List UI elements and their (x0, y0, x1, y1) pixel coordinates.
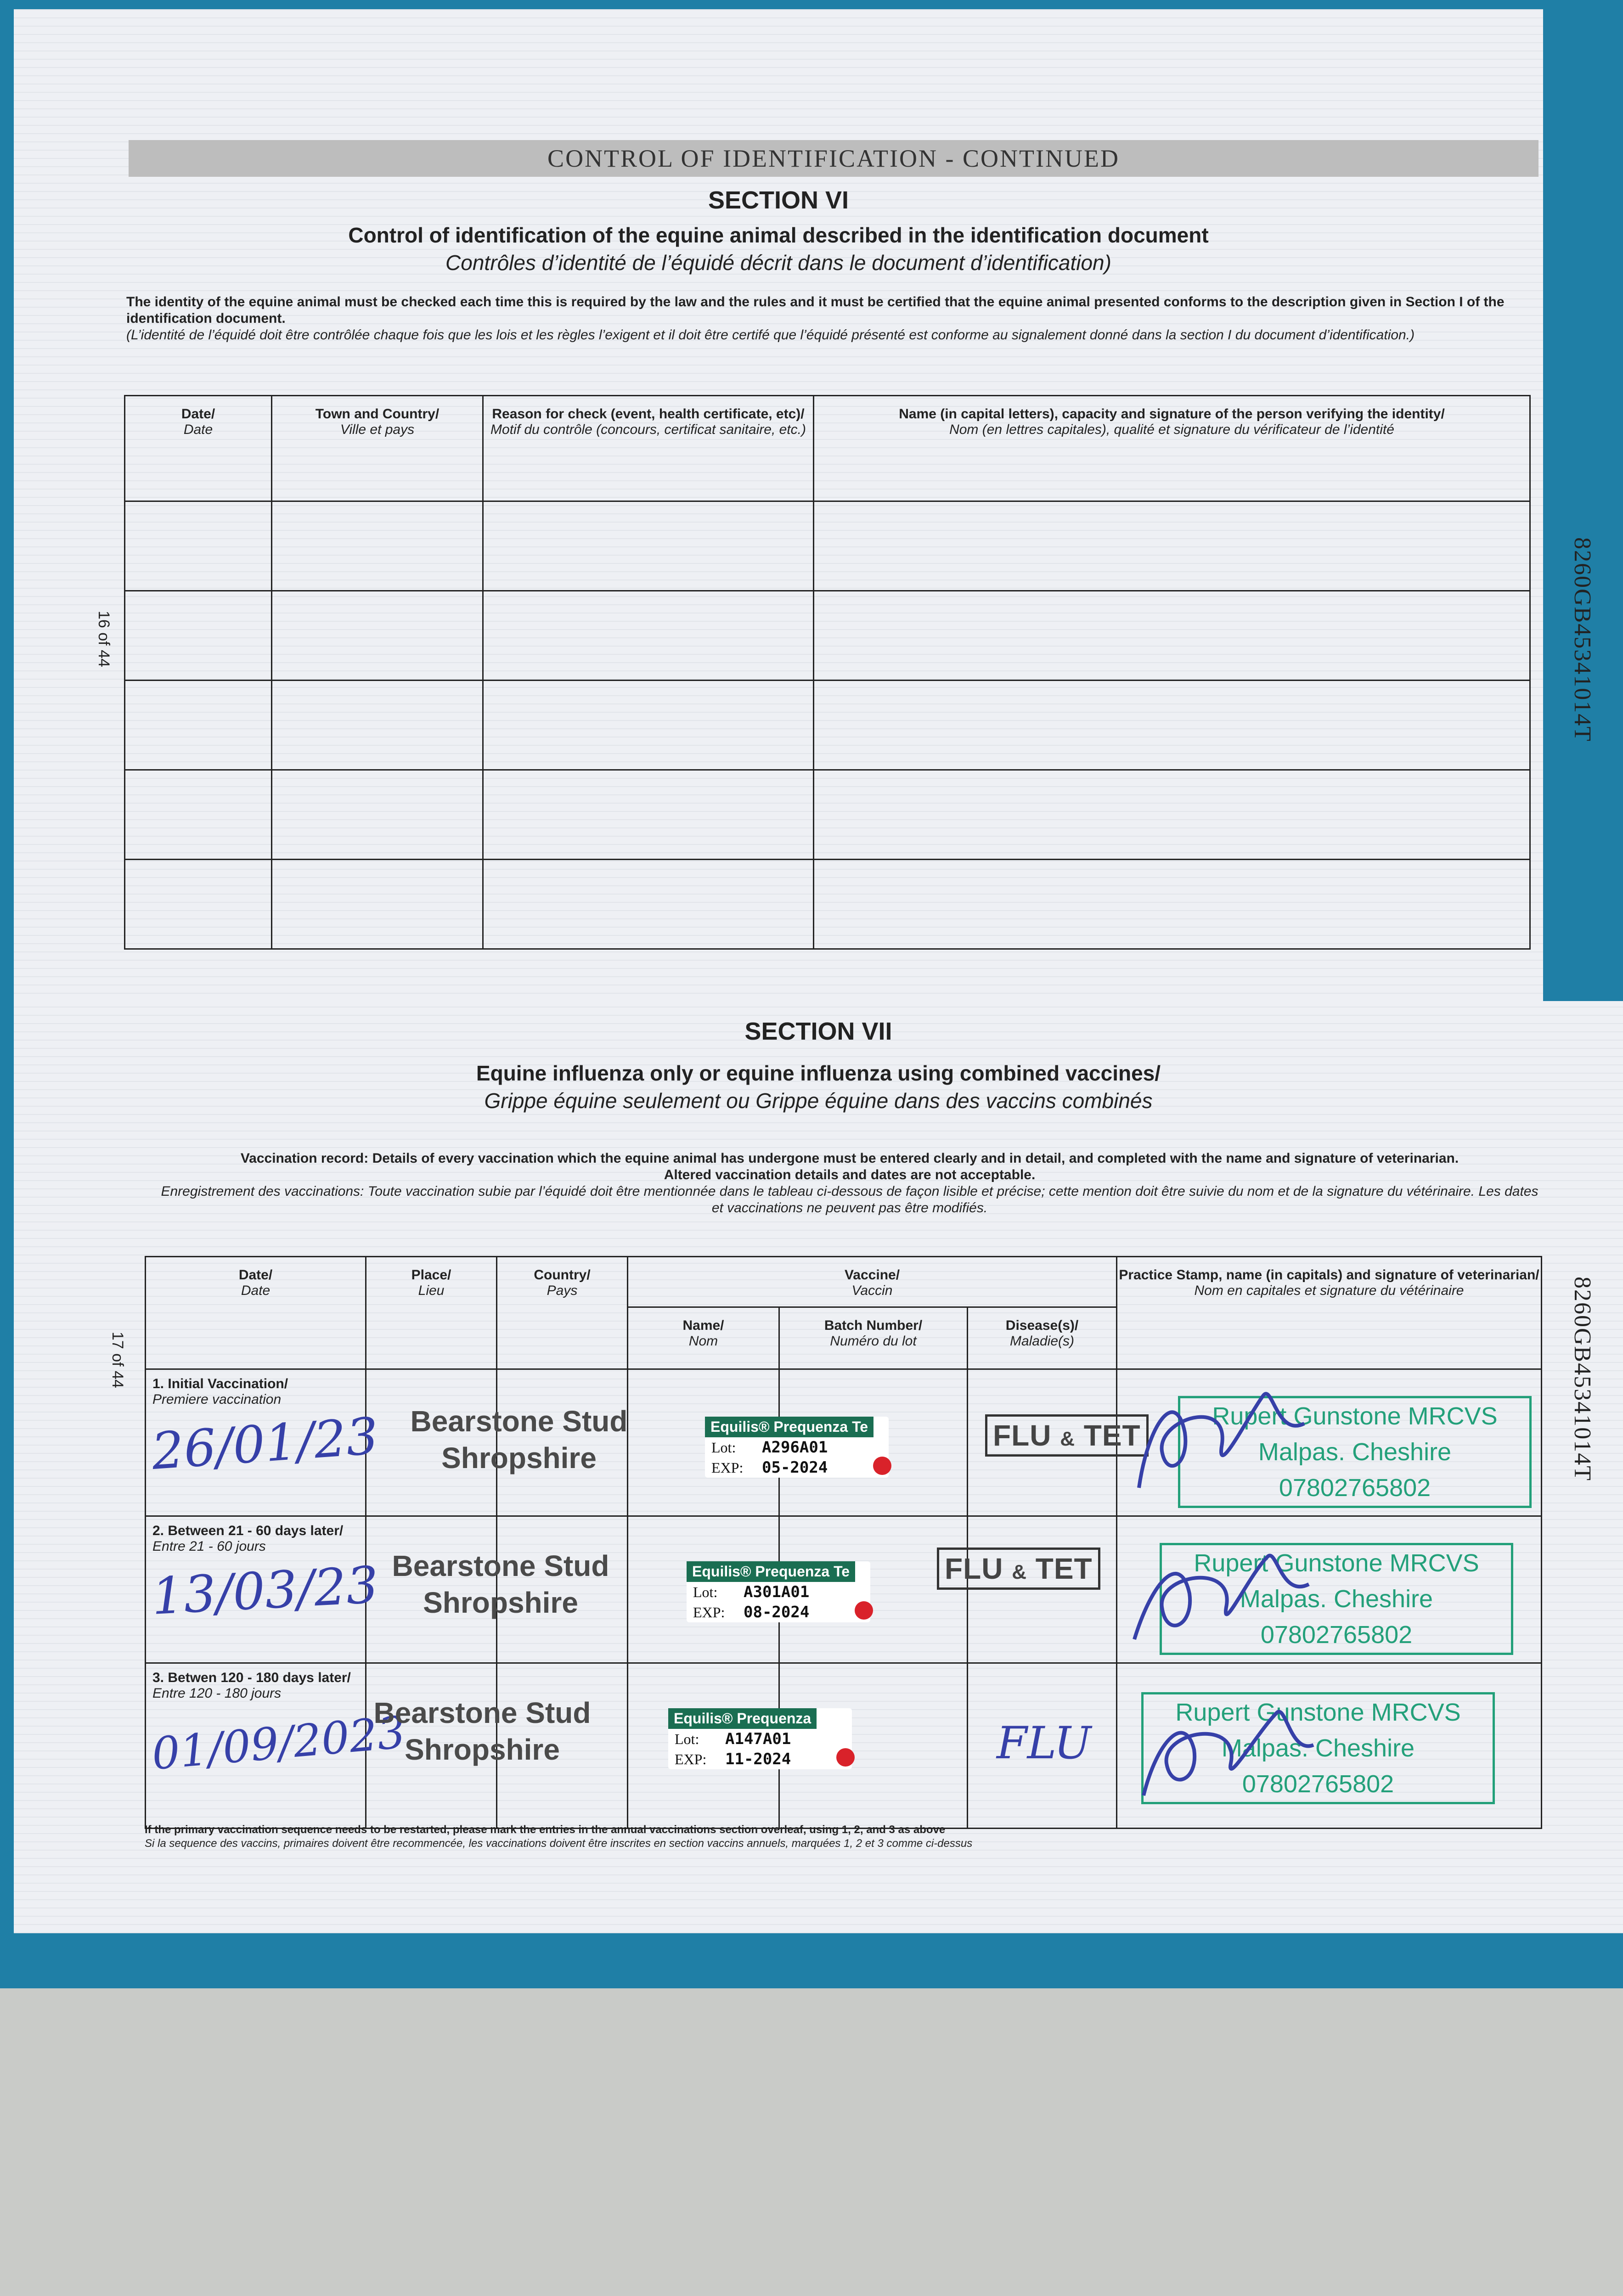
cell-date[interactable] (125, 860, 272, 949)
intro-french: Enregistrement des vaccinations: Toute vaccination subie par l’équidé doit être mentionnée dans le tableau ci-dessous de façon lisible et précise; cette mention doit être suivie du nom et de la signature du vétérinaire. Les dates et vaccinations ne peuvent pas être modifiés. (161, 1184, 1538, 1216)
table-row (125, 681, 1530, 770)
intro-english-2: Altered vaccination details and dates are not acceptable. (664, 1167, 1036, 1182)
page-number-right: 17 of 44 (109, 1332, 126, 1388)
lot-number: A296A01 (762, 1438, 828, 1457)
cell-town[interactable] (272, 860, 483, 949)
cell-verifier[interactable] (814, 860, 1530, 949)
section-vii-subtitle: Grippe équine seulement ou Grippe équine dans des vaccins combinés (484, 1089, 1153, 1113)
table-row (125, 770, 1530, 860)
vet-stamp-3: Rupert Gunstone MRCVS Malpas. Cheshire 07802765802 (1141, 1692, 1495, 1804)
vaccine-brand: Equilis® Prequenza Te (705, 1417, 873, 1437)
intro-english: The identity of the equine animal must be checked each time this is required by the law and the rules and it must be certified that the equine animal presented conforms to the description given in Section I of the identification document. (126, 294, 1505, 326)
col-place: Place/ Lieu (366, 1257, 497, 1369)
handwritten-disease-3: FLU (997, 1717, 1092, 1769)
cell-reason[interactable] (483, 860, 814, 949)
sticker-red-dot (836, 1748, 855, 1767)
cell-stage: 1. Initial Vaccination/ Premiere vaccination (146, 1369, 366, 1516)
col-batch-number: Batch Number/ Numéro du lot (779, 1307, 968, 1369)
place-stamp-1: Bearstone Stud Shropshire (410, 1405, 628, 1474)
cell-reason[interactable] (483, 770, 814, 860)
vet-signature-2-icon (1111, 1525, 1323, 1662)
page-number-left: 16 of 44 (95, 611, 113, 667)
cell-verifier[interactable] (814, 591, 1530, 681)
place-stamp-2: Bearstone Stud Shropshire (392, 1549, 609, 1619)
disease-stamp-1: FLU & TET (985, 1414, 1149, 1457)
expiry: 08-2024 (744, 1603, 810, 1621)
cell-town[interactable] (272, 501, 483, 591)
cell-verifier[interactable] (814, 770, 1530, 860)
vaccine-brand: Equilis® Prequenza (668, 1708, 817, 1729)
table-row (125, 860, 1530, 949)
cell-town[interactable] (272, 591, 483, 681)
document-id-top: 8260GB45341014T (1569, 537, 1595, 742)
footnote (145, 1823, 1522, 1851)
section-banner (129, 140, 1538, 177)
page-section-vi (14, 9, 1595, 1013)
vaccine-brand: Equilis® Prequenza Te (687, 1561, 855, 1582)
place-stamp-3: Bearstone Stud Shropshire (373, 1696, 591, 1766)
col-vaccine-name: Name/ Nom (628, 1307, 779, 1369)
section-vii-title: Equine influenza only or equine influenza using combined vaccines/ (476, 1061, 1161, 1085)
lot-number: A147A01 (725, 1730, 791, 1748)
col-country: Country/ Pays (497, 1257, 628, 1369)
table-header-row (125, 396, 1530, 501)
handwritten-date-1: 26/01/23 (150, 1406, 380, 1481)
cell-verifier[interactable] (814, 501, 1530, 591)
banner-text: CONTROL OF IDENTIFICATION - CONTINUED (547, 145, 1120, 172)
cell-date[interactable] (125, 681, 272, 770)
vaccine-sticker-1: Equilis® Prequenza Te Lot: A296A01 EXP: 05-2024 (705, 1417, 889, 1478)
cell-town[interactable] (272, 770, 483, 860)
col-disease: Disease(s)/ Maladie(s) (968, 1307, 1117, 1369)
cell-reason[interactable] (483, 501, 814, 591)
section-vi-subtitle: Contrôles d’identité de l’équidé décrit dans le document d’identification) (445, 251, 1111, 275)
col-date: Date/ Date (125, 396, 272, 501)
table-row (125, 591, 1530, 681)
cell-stage: 3. Betwen 120 - 180 days later/ Entre 120 - 180 jours (146, 1663, 366, 1829)
vet-stamp-2: Rupert Gunstone MRCVS Malpas. Cheshire 07802765802 (1160, 1543, 1513, 1655)
lot-number: A301A01 (744, 1583, 810, 1601)
vaccine-sticker-3: Equilis® Prequenza Lot: A147A01 EXP: 11-2024 (668, 1708, 852, 1769)
col-town-country: Town and Country/ Ville et pays (272, 396, 483, 501)
intro-label: Vaccination record: (240, 1151, 369, 1166)
cell-stage: 2. Between 21 - 60 days later/ Entre 21 - 60 jours (146, 1516, 366, 1663)
col-vaccine: Vaccine/ Vaccin (628, 1257, 1117, 1307)
sticker-red-dot (873, 1457, 891, 1475)
section-vi-heading: SECTION VI (708, 186, 849, 214)
scanner-bed (0, 1988, 1623, 2296)
identity-check-table (124, 395, 1531, 950)
vaccine-sticker-2: Equilis® Prequenza Te Lot: A301A01 EXP: 08-2024 (687, 1561, 870, 1622)
handwritten-date-2: 13/03/23 (150, 1555, 380, 1626)
cell-verifier[interactable] (814, 681, 1530, 770)
section-vi-intro (126, 294, 1518, 343)
sticker-red-dot (855, 1601, 873, 1620)
cell-date[interactable] (125, 591, 272, 681)
cell-town[interactable] (272, 681, 483, 770)
section-vii-heading: SECTION VII (744, 1018, 892, 1045)
vet-signature-1-icon (1111, 1368, 1323, 1506)
cell-date[interactable] (125, 770, 272, 860)
col-practice-stamp: Practice Stamp, name (in capitals) and signature of veterinarian/ Nom en capitales et signature du vétérinaire (1117, 1257, 1542, 1369)
cell-reason[interactable] (483, 681, 814, 770)
section-vii-intro (161, 1150, 1538, 1216)
handwritten-date-3: 01/09/2023 (150, 1706, 408, 1780)
document-id-bottom: 8260GB45341014T (1569, 1277, 1595, 1481)
intro-french: (L’identité de l’équidé doit être contrôlée chaque fois que les lois et les règles l’exigent et il doit être certifé que l’équidé présenté est conforme au signalement donné dans la section I du document d’identification.) (126, 327, 1415, 343)
cell-date[interactable] (125, 501, 272, 591)
disease-stamp-2: FLU & TET (937, 1548, 1100, 1590)
expiry: 11-2024 (725, 1750, 791, 1768)
footnote-french: Si la sequence des vaccins, primaires doivent être recommencée, les vaccinations doivent être inscrites en section vaccins annuels, marquées 1, 2 et 3 comme ci-dessus (145, 1837, 973, 1850)
cell-reason[interactable] (483, 591, 814, 681)
col-date: Date/ Date (146, 1257, 366, 1369)
page-section-vii (14, 1001, 1623, 1933)
intro-english: Details of every vaccination which the equine animal has undergone must be entered clearly and in detail, and completed with the name and signature of veterinarian. (372, 1151, 1459, 1166)
vet-signature-3-icon (1116, 1676, 1327, 1814)
col-verifier: Name (in capital letters), capacity and signature of the person verifying the identity/ Nom (en lettres capitales), qualité et signature du vérificateur de l’identité (814, 396, 1530, 501)
table-header-row (146, 1257, 1542, 1307)
table-row (125, 501, 1530, 591)
section-vi-title: Control of identification of the equine animal described in the identification document (348, 223, 1209, 247)
footnote-english: If the primary vaccination sequence needs to be restarted, please mark the entries in the annual vaccinations section overleaf, using 1, 2, and 3 as above (145, 1823, 946, 1836)
expiry: 05-2024 (762, 1458, 828, 1477)
vet-stamp-1: Rupert Gunstone MRCVS Malpas. Cheshire 07802765802 (1178, 1396, 1532, 1508)
col-reason: Reason for check (event, health certificate, etc)/ Motif du contrôle (concours, certificat sanitaire, etc.) (483, 396, 814, 501)
